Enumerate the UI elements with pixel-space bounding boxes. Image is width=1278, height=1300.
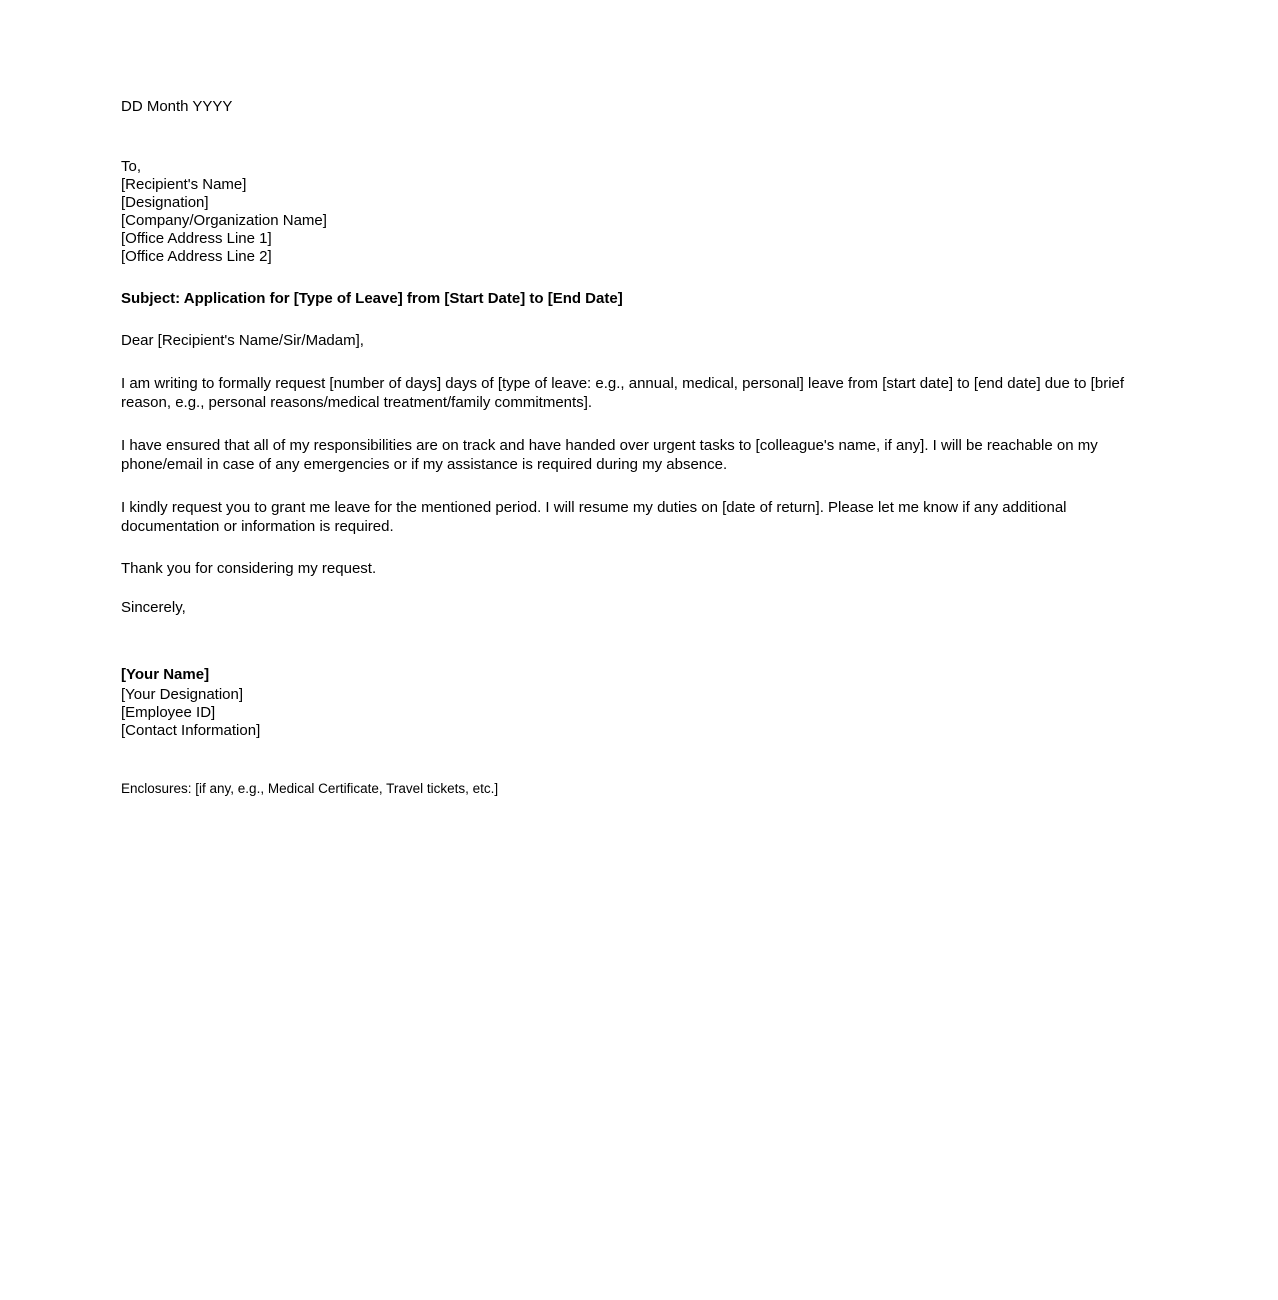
letter-date: DD Month YYYY <box>121 98 233 115</box>
subject-line: Subject: Application for [Type of Leave] from [Start Date] to [End Date] <box>121 290 623 307</box>
enclosures-line: Enclosures: [if any, e.g., Medical Certificate, Travel tickets, etc.] <box>121 781 499 796</box>
recipient-address-block <box>121 158 1157 266</box>
recipient-address-line-2: [Office Address Line 2] <box>121 248 272 265</box>
signer-contact-information: [Contact Information] <box>121 722 261 739</box>
recipient-to-label: To, <box>121 158 142 175</box>
closing-line: Thank you for considering my request. <box>121 560 377 577</box>
body-paragraph-3: I kindly request you to grant me leave for the mentioned period. I will resume my duties on [date of return]. Please let me know if any additional documentation or information is required. <box>121 499 1067 535</box>
body-paragraph-2: I have ensured that all of my responsibilities are on track and have handed over urgent tasks to [colleague's name, if any]. I will be reachable on my phone/email in case of any emergencies or if my assistance is required during my absence. <box>121 437 1098 473</box>
signature-block <box>121 664 1157 740</box>
recipient-designation: [Designation] <box>121 194 209 211</box>
letter-body <box>121 98 1157 797</box>
recipient-company: [Company/Organization Name] <box>121 212 327 229</box>
body-paragraph-1: I am writing to formally request [number of days] days of [type of leave: e.g., annual, medical, personal] leave from [start date] to [end date] due to [brief reason, e.g., personal reasons/medical treatment/family commitments]. <box>121 375 1125 411</box>
signer-designation: [Your Designation] <box>121 686 244 703</box>
recipient-address-line-1: [Office Address Line 1] <box>121 230 272 247</box>
signer-employee-id: [Employee ID] <box>121 704 216 721</box>
recipient-name: [Recipient's Name] <box>121 176 247 193</box>
signoff-line: Sincerely, <box>121 599 186 616</box>
salutation-line: Dear [Recipient's Name/Sir/Madam], <box>121 332 364 349</box>
signer-name: [Your Name] <box>121 666 210 683</box>
